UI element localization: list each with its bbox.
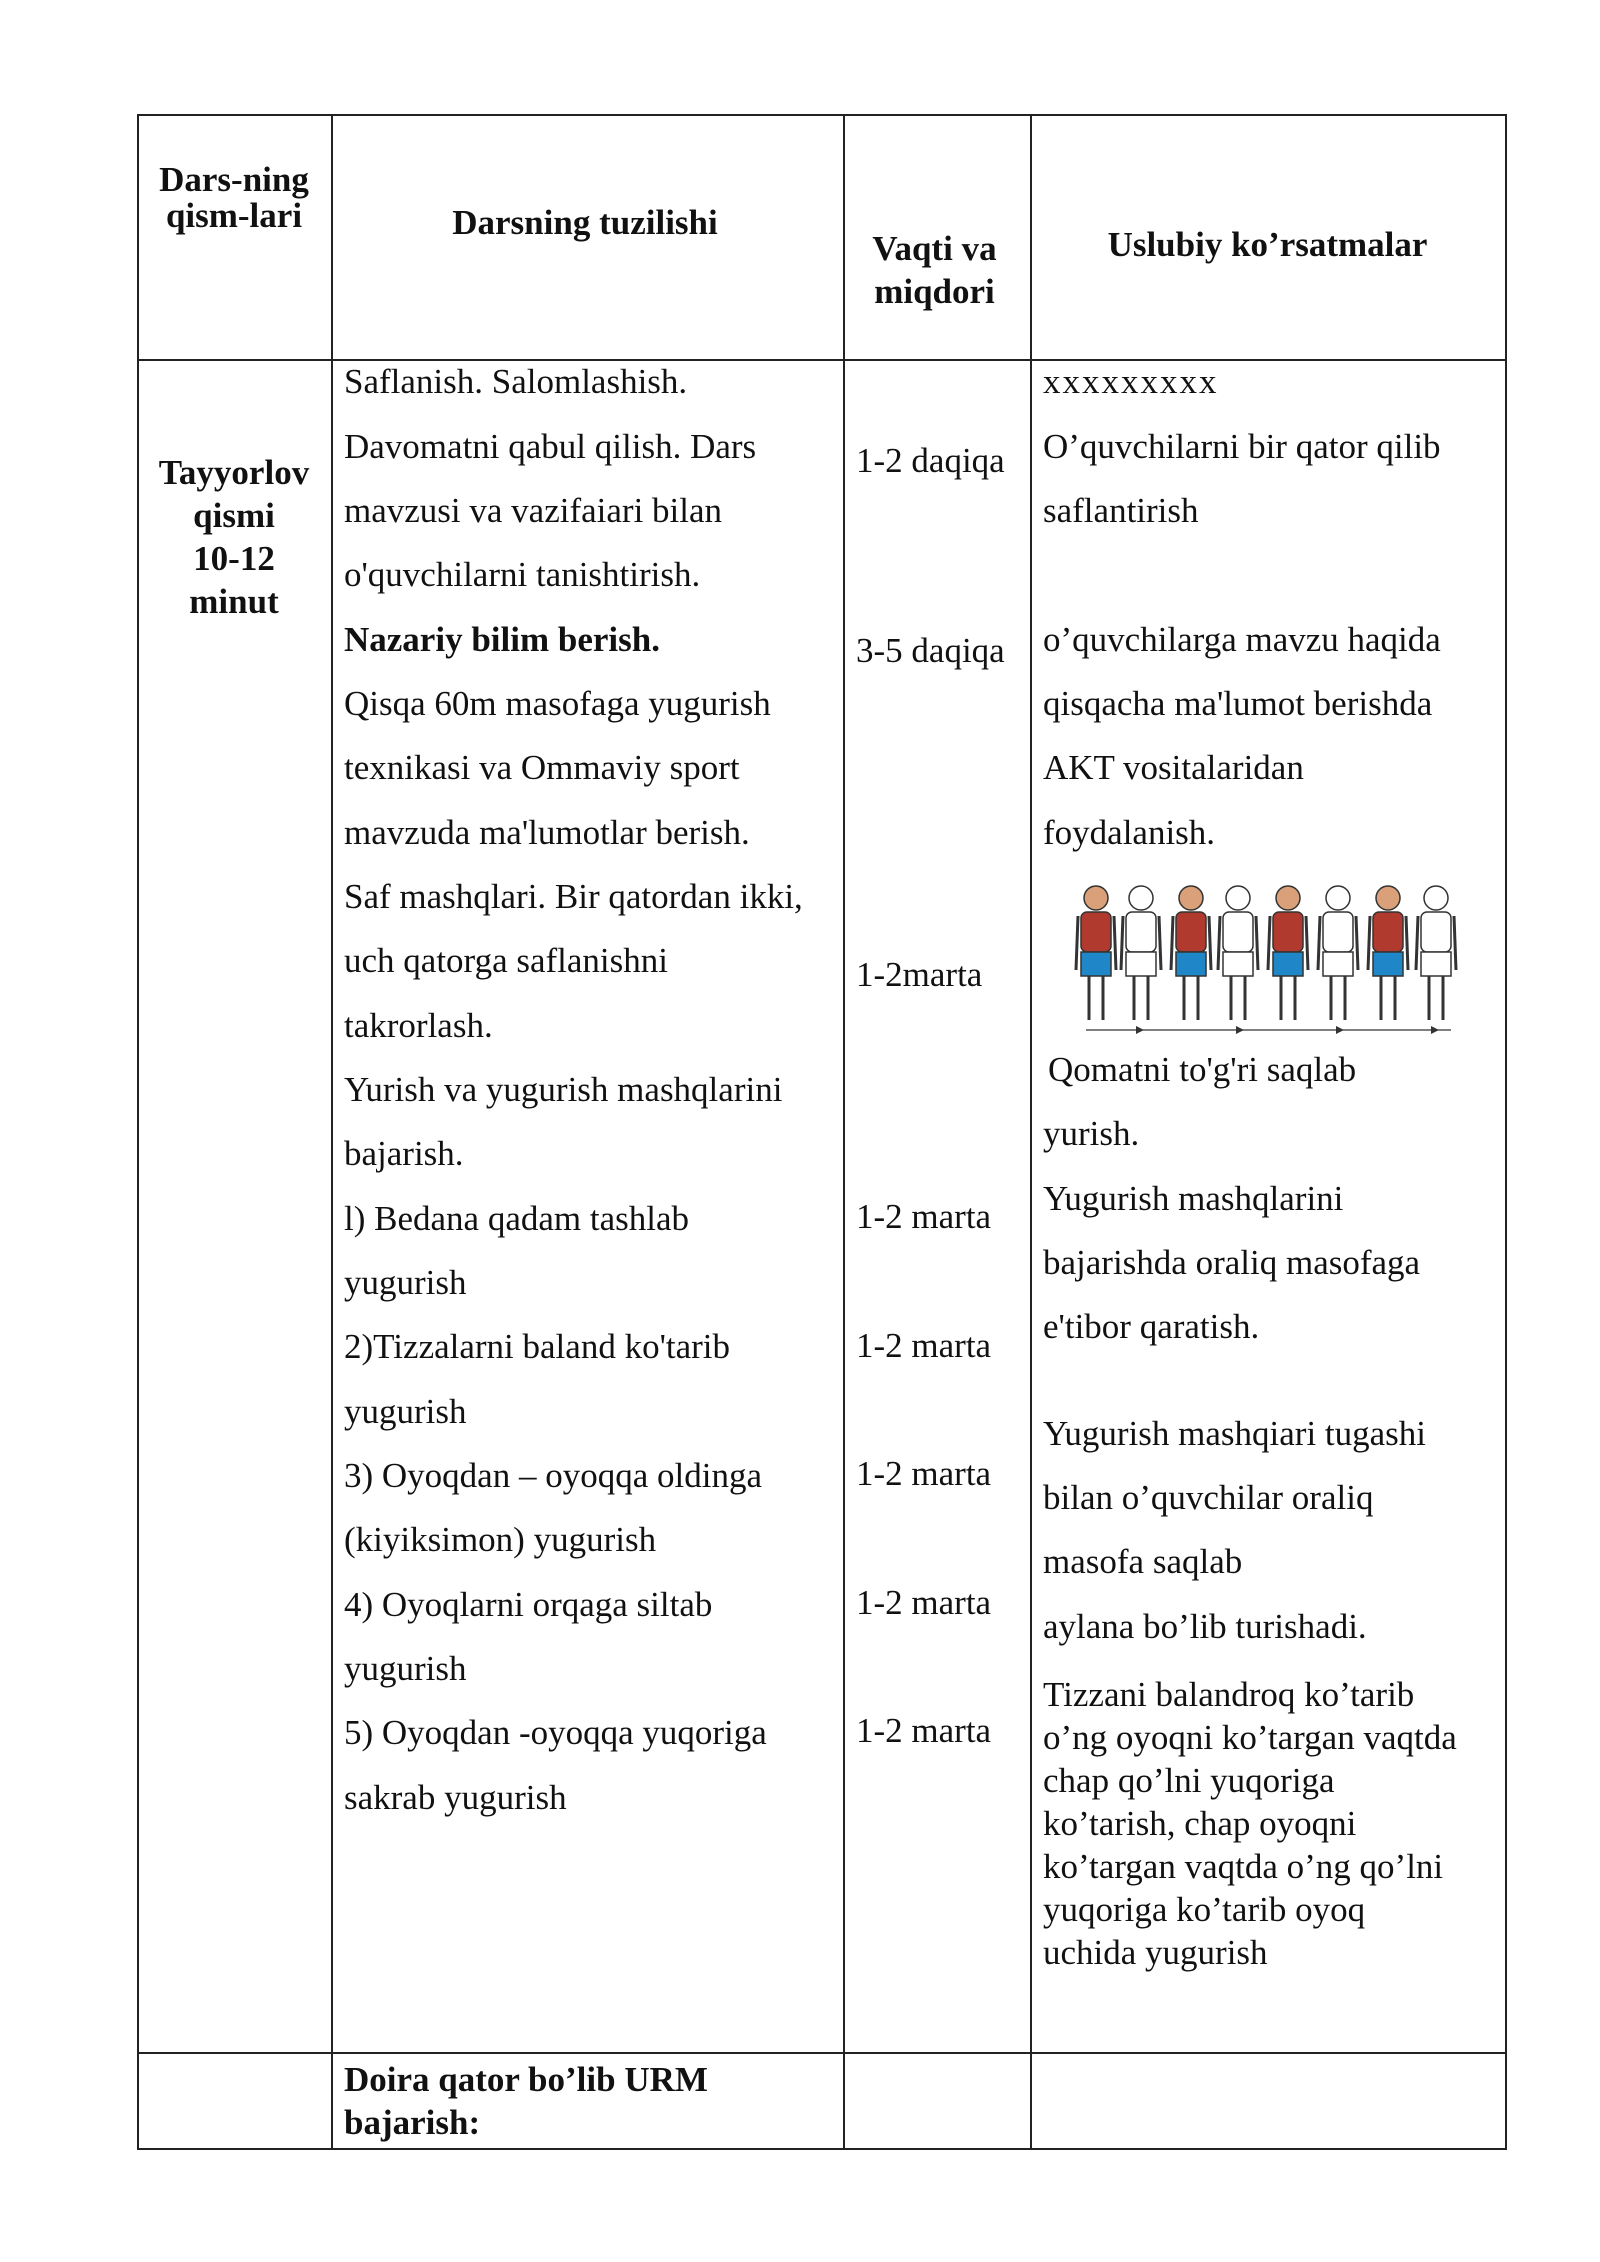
structure-line: o'quvchilarni tanishtirish.	[344, 555, 701, 594]
method-line: Tizzani balandroq ko’tarib	[1043, 1675, 1415, 1714]
figure-torso	[1373, 912, 1403, 952]
time-value: 3-5 daqiqa	[856, 631, 1005, 670]
structure-line: 2)Tizzalarni baland ko'tarib	[344, 1327, 731, 1366]
method-line: yurish.	[1043, 1114, 1140, 1153]
method-line: ko’targan vaqtda o’ng qo’lni	[1043, 1847, 1444, 1886]
figure-arm	[1406, 916, 1408, 970]
method-line: xxxxxxxxx	[1043, 362, 1219, 401]
figure-shorts	[1081, 952, 1111, 976]
figure-shorts	[1323, 952, 1353, 976]
figure-torso	[1273, 912, 1303, 952]
method-paragraph	[1043, 1673, 1457, 1974]
figure-arm	[1171, 916, 1173, 970]
structure-line: 5) Oyoqdan -oyoqqa yuqoriga	[344, 1713, 767, 1752]
header-col3-line: miqdori	[874, 272, 995, 311]
figure-arm	[1076, 916, 1078, 970]
structure-line: 4) Oyoqlarni orqaga siltab	[344, 1585, 713, 1624]
figure-head	[1084, 886, 1108, 910]
method-line: Yugurish mashqlarini	[1043, 1179, 1344, 1218]
figure-arm	[1256, 916, 1258, 970]
structure-line: yugurish	[344, 1263, 467, 1302]
figure-torso	[1126, 912, 1156, 952]
section-label-line: 10-12	[193, 539, 275, 578]
time-value: 1-2 marta	[856, 1326, 992, 1365]
structure-line: Qisqa 60m masofaga yugurish	[344, 684, 771, 723]
figure-head	[1226, 886, 1250, 910]
structure-line: bajarish.	[344, 1134, 464, 1173]
figure-arm	[1159, 916, 1161, 970]
header-col3	[843, 227, 1026, 313]
figure-shorts	[1273, 952, 1303, 976]
method-line: e'tibor qaratish.	[1043, 1307, 1260, 1346]
structure-line: (kiyiksimon) yugurish	[344, 1520, 657, 1559]
column-divider	[843, 116, 845, 2148]
figure-arm	[1356, 916, 1358, 970]
last-row-line: bajarish:	[344, 2103, 481, 2142]
method-line: bajarishda oraliq masofaga	[1043, 1243, 1421, 1282]
structure-line: yugurish	[344, 1649, 467, 1688]
time-value: 1-2 marta	[856, 1711, 992, 1750]
header-col3-line: Vaqti va	[872, 229, 997, 268]
structure-line: 3) Oyoqdan – oyoqqa oldinga	[344, 1456, 762, 1495]
method-line: aylana bo’lib turishadi.	[1043, 1607, 1367, 1646]
header-col2: Darsning tuzilishi	[452, 203, 718, 242]
structure-line: Yurish va yugurish mashqlarini	[344, 1070, 783, 1109]
time-value: 1-2 marta	[856, 1197, 992, 1236]
method-line: saflantirish	[1043, 491, 1199, 530]
row-divider	[139, 359, 1505, 361]
structure-line: texnikasi va Ommaviy sport	[344, 748, 740, 787]
figure-shorts	[1176, 952, 1206, 976]
figure-torso	[1081, 912, 1111, 952]
column-divider	[331, 116, 333, 2148]
figure-arm	[1454, 916, 1456, 970]
method-line: chap qo’lni yuqoriga	[1043, 1761, 1335, 1800]
time-value: 1-2 marta	[856, 1454, 992, 1493]
structure-line: sakrab yugurish	[344, 1778, 567, 1817]
method-line: uchida yugurish	[1043, 1933, 1268, 1972]
figure-arm	[1318, 916, 1320, 970]
header-col4: Uslubiy ko’rsatmalar	[1107, 225, 1428, 264]
figure-head	[1326, 886, 1350, 910]
section-label-line: qismi	[193, 496, 275, 535]
method-line: foydalanish.	[1043, 813, 1216, 852]
figure-torso	[1223, 912, 1253, 952]
header-col1	[141, 162, 327, 234]
method-line: bilan o’quvchilar oraliq	[1043, 1478, 1374, 1517]
last-row-line: Doira qator bo’lib URM	[344, 2060, 708, 2099]
figure-arm	[1268, 916, 1270, 970]
section-label-line: Tayyorlov	[158, 453, 310, 492]
figure-shorts	[1373, 952, 1403, 976]
column-divider	[1030, 116, 1032, 2148]
time-value: 1-2marta	[856, 955, 983, 994]
method-line: Yugurish mashqiari tugashi	[1043, 1414, 1427, 1453]
structure-line: Saflanish. Salomlashish.	[344, 362, 688, 401]
method-line: qisqacha ma'lumot berishda	[1043, 684, 1433, 723]
method-line: masofa saqlab	[1043, 1542, 1243, 1581]
method-line: o’ng oyoqni ko’targan vaqtda	[1043, 1718, 1457, 1757]
structure-line: mavzusi va vazifaiari bilan	[344, 491, 723, 530]
structure-line: Davomatni qabul qilish. Dars	[344, 427, 757, 466]
figure-shorts	[1421, 952, 1451, 976]
method-line: ko’tarish, chap oyoqni	[1043, 1804, 1357, 1843]
section-label	[141, 451, 327, 623]
structure-line: mavzuda ma'lumotlar berish.	[344, 813, 750, 852]
figure-torso	[1176, 912, 1206, 952]
structure-line: takrorlash.	[344, 1006, 493, 1045]
figure-arm	[1416, 916, 1418, 970]
structure-line-bold: Nazariy bilim berish.	[344, 620, 660, 659]
structure-line: uch qatorga saflanishni	[344, 941, 668, 980]
figure-shorts	[1223, 952, 1253, 976]
time-value: 1-2 marta	[856, 1583, 992, 1622]
figure-head	[1129, 886, 1153, 910]
figure-torso	[1421, 912, 1451, 952]
figure-arm	[1218, 916, 1220, 970]
method-line: yuqoriga ko’tarib oyoq	[1043, 1890, 1366, 1929]
method-line: O’quvchilarni bir qator qilib	[1043, 427, 1441, 466]
figure-arm	[1368, 916, 1370, 970]
figure-shorts	[1126, 952, 1156, 976]
time-value: 1-2 daqiqa	[856, 441, 1005, 480]
structure-line: Saf mashqlari. Bir qatordan ikki,	[344, 877, 803, 916]
figure-arm	[1306, 916, 1308, 970]
structure-line: yugurish	[344, 1392, 467, 1431]
section-label-line: minut	[189, 582, 279, 621]
figure-torso	[1323, 912, 1353, 952]
structure-line: l) Bedana qadam tashlab	[344, 1199, 690, 1238]
header-col1-line: Dars-ning	[159, 160, 309, 199]
header-col1-line: qism-lari	[165, 196, 303, 235]
method-line: Qomatni to'g'ri saqlab	[1048, 1050, 1357, 1089]
figure-arm	[1114, 916, 1116, 970]
row-divider	[139, 2052, 1505, 2054]
method-line: AKT vositalaridan	[1043, 748, 1304, 787]
method-line: o’quvchilarga mavzu haqida	[1043, 620, 1441, 659]
figure-arm	[1209, 916, 1211, 970]
figure-arm	[1121, 916, 1123, 970]
last-row-text	[344, 2058, 708, 2144]
figure-head	[1376, 886, 1400, 910]
figure-head	[1424, 886, 1448, 910]
figure-head	[1179, 886, 1203, 910]
formation-illustration	[1066, 872, 1466, 1038]
figure-head	[1276, 886, 1300, 910]
